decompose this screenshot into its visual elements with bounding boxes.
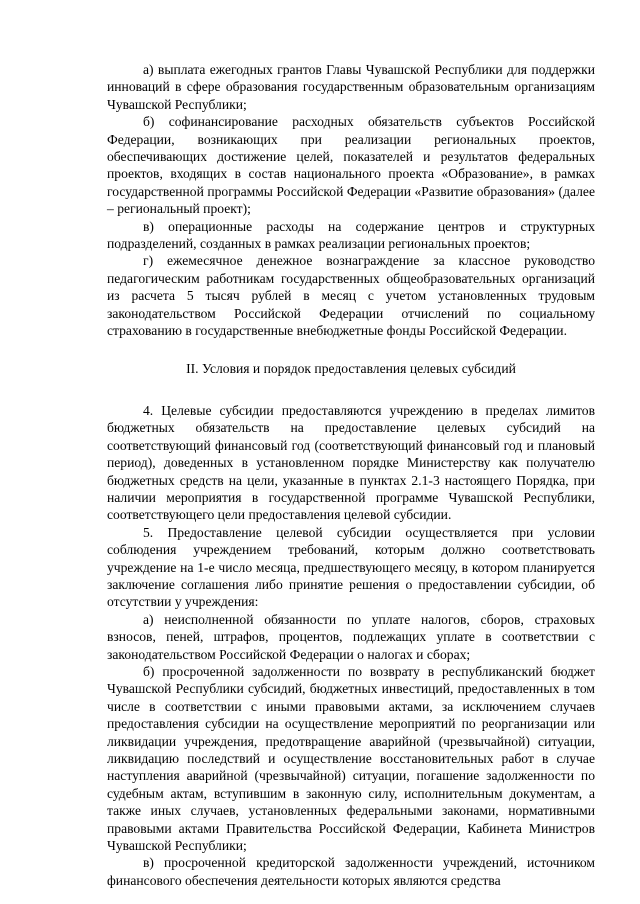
section-heading: II. Условия и порядок предоставления целевых субсидий	[186, 360, 516, 376]
document-page	[107, 61, 595, 889]
paragraph-item-5c: в) просроченной кредиторской задолженности учреждений, источником финансового обеспечения деятельности которых являются средства	[107, 855, 595, 888]
paragraph-item-5a: а) неисполненной обязанности по уплате налогов, сборов, страховых взносов, пеней, штрафов, процентов, подлежащих уплате в соответствии с законодательством Российской Федерации о налогах и сборах;	[107, 611, 595, 662]
paragraph-class-teacher-reward: г) ежемесячное денежное вознаграждение за классное руководство педагогическим работникам государственных общеобразовательных организаций из расчета 5 тысяч рублей в месяц с учетом установленных трудовым законодательством Российской Федерации отчислений по социальному страхованию в государственные внебюджетные фонды Российской Федерации.	[107, 253, 595, 339]
paragraph-item-5: 5. Предоставление целевой субсидии осуществляется при условии соблюдения учреждением требований, которым должно соответствовать учреждение на 1-е число месяца, предшествующего месяцу, в котором планируется заключение соглашения либо принятие решения о предоставлении субсидии, об отсутствии у учреждения:	[107, 524, 595, 610]
paragraph-cofinancing: б) софинансирование расходных обязательств субъектов Российской Федерации, возникающих при реализации региональных проектов, обеспечивающих достижение целей, показателей и результатов федеральных проектов, входящих в состав национального проекта «Образование», в рамках государственной программы Российской Федерации «Развитие образования» (далее – региональный проект);	[107, 114, 595, 217]
paragraph-item-4: 4. Целевые субсидии предоставляются учреждению в пределах лимитов бюджетных обязательств на предоставление целевых субсидий на соответствующий финансовый год (соответствующий финансовый год и плановый период), доведенных в установленном порядке Министерству как получателю бюджетных средств на цели, указанные в пунктах 2.1-3 настоящего Порядка, при наличии мероприятия в государственной программе Чувашской Республики, соответствующего цели предоставления целевой субсидии.	[107, 402, 595, 523]
paragraph-grants: а) выплата ежегодных грантов Главы Чувашской Республики для поддержки инноваций в сфере образования государственным образовательным организациям Чувашской Республики;	[107, 62, 595, 112]
paragraph-item-5b: б) просроченной задолженности по возврату в республиканский бюджет Чувашской Республики субсидий, бюджетных инвестиций, предоставленных в том числе в соответствии с иными правовыми актами, за исключением случаев предоставления субсидии на осуществление мероприятий по реорганизации или ликвидации учреждения, предотвращение аварийной (чрезвычайной) ситуации, ликвидацию последствий и осуществление восстановительных работ в случае наступления аварийной (чрезвычайной) ситуации, погашение задолженности по судебным актам, вступившим в законную силу, исполнительным документам, а также иных случаев, установленных федеральными законами, нормативными правовыми актами Правительства Российской Федерации, Кабинета Министров Чувашской Республики;	[107, 664, 595, 854]
paragraph-operational-expenses: в) операционные расходы на содержание центров и структурных подразделений, созданных в рамках реализации региональных проектов;	[107, 218, 595, 252]
